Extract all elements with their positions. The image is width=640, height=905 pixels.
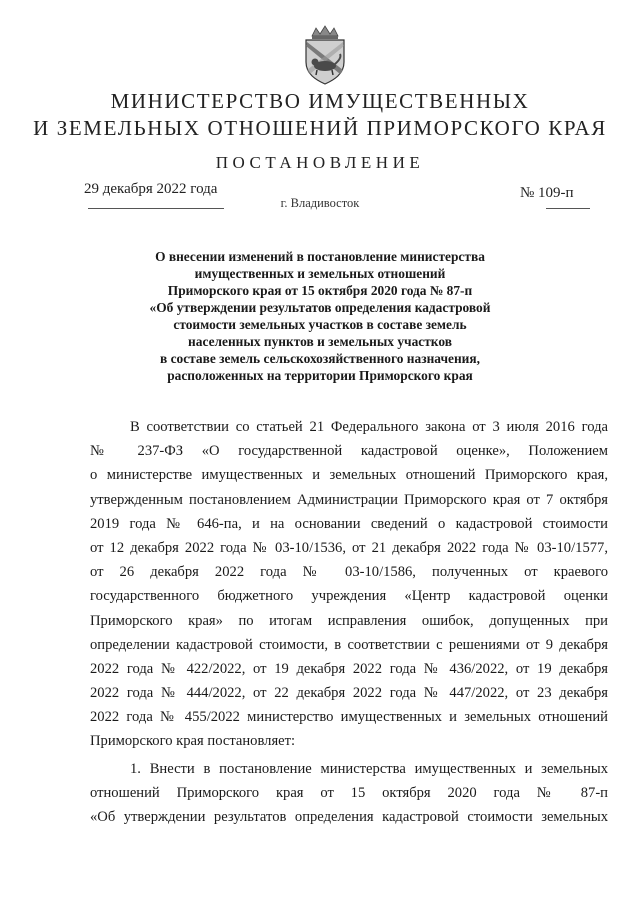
text-line: Приморского края постановляет: bbox=[90, 733, 296, 750]
text-line: от 26 декабря 2022 года № 03-10/1586, полученных от краевого bbox=[90, 564, 608, 581]
text-line: 2019 года № 646-па, и на основании сведений о кадастровой стоимости bbox=[90, 515, 608, 532]
clause-1-paragraph bbox=[90, 757, 608, 830]
title-line: Приморского края от 15 октября 2020 года № 87-п bbox=[167, 283, 473, 298]
text-line: о министерстве имущественных и земельных отношений Приморского края, bbox=[90, 467, 608, 484]
text-line: 2022 года № 455/2022 министерство имущественных и земельных отношений bbox=[90, 709, 608, 726]
preamble-paragraph bbox=[90, 415, 608, 754]
text-line: государственного бюджетного учреждения «Центр кадастровой оценки bbox=[90, 588, 608, 605]
text-line: В соответствии со статьей 21 Федерального закона от 3 июля 2016 года bbox=[130, 419, 608, 435]
decree-date: 29 декабря 2022 года bbox=[84, 181, 218, 197]
title-line: О внесении изменений в постановление министерства bbox=[155, 249, 485, 264]
ministry-name-line-2: И ЗЕМЕЛЬНЫХ ОТНОШЕНИЙ ПРИМОРСКОГО КРАЯ bbox=[33, 116, 607, 140]
title-line: расположенных на территории Приморского края bbox=[167, 368, 473, 383]
title-line: имущественных и земельных отношений bbox=[194, 266, 446, 281]
decree-type: ПОСТАНОВЛЕНИЕ bbox=[215, 153, 425, 172]
text-line: 2022 года № 422/2022, от 19 декабря 2022 года № 436/2022, от 19 декабря bbox=[90, 660, 608, 677]
text-line: от 12 декабря 2022 года № 03-10/1536, от 21 декабря 2022 года № 03-10/1577, bbox=[90, 539, 608, 556]
title-line: стоимости земельных участков в составе земель bbox=[173, 317, 467, 332]
text-line: утвержденным постановлением Администрации Приморского края от 7 октября bbox=[90, 491, 608, 508]
text-line: № 237-ФЗ «О государственной кадастровой оценке», Положением bbox=[90, 443, 608, 460]
decree-number: № 109-п bbox=[520, 185, 574, 201]
title-line: «Об утверждении результатов определения кадастровой bbox=[149, 300, 491, 315]
ministry-name-line-1: МИНИСТЕРСТВО ИМУЩЕСТВЕННЫХ bbox=[110, 89, 530, 113]
text-line: отношений Приморского края от 15 октября 2020 года № 87-п bbox=[90, 785, 608, 802]
title-line: населенных пунктов и земельных участков bbox=[188, 334, 452, 349]
number-underline bbox=[546, 208, 590, 209]
decree-city: г. Владивосток bbox=[280, 196, 360, 210]
text-line: определении кадастровой стоимости, в соответствии с решениями от 9 декабря bbox=[90, 636, 608, 653]
text-line: «Об утверждении результатов определения кадастровой стоимости земельных bbox=[90, 809, 608, 826]
text-line: 2022 года № 444/2022, от 22 декабря 2022 года № 447/2022, от 23 декабря bbox=[90, 685, 608, 702]
decree-title bbox=[110, 248, 530, 384]
text-line: Приморского края» по итогам исправления ошибок, допущенных при bbox=[90, 612, 608, 629]
coat-of-arms-icon bbox=[298, 24, 352, 86]
title-line: в составе земель сельскохозяйственного назначения, bbox=[160, 351, 480, 366]
text-line: 1. Внести в постановление министерства имущественных и земельных bbox=[130, 761, 608, 777]
